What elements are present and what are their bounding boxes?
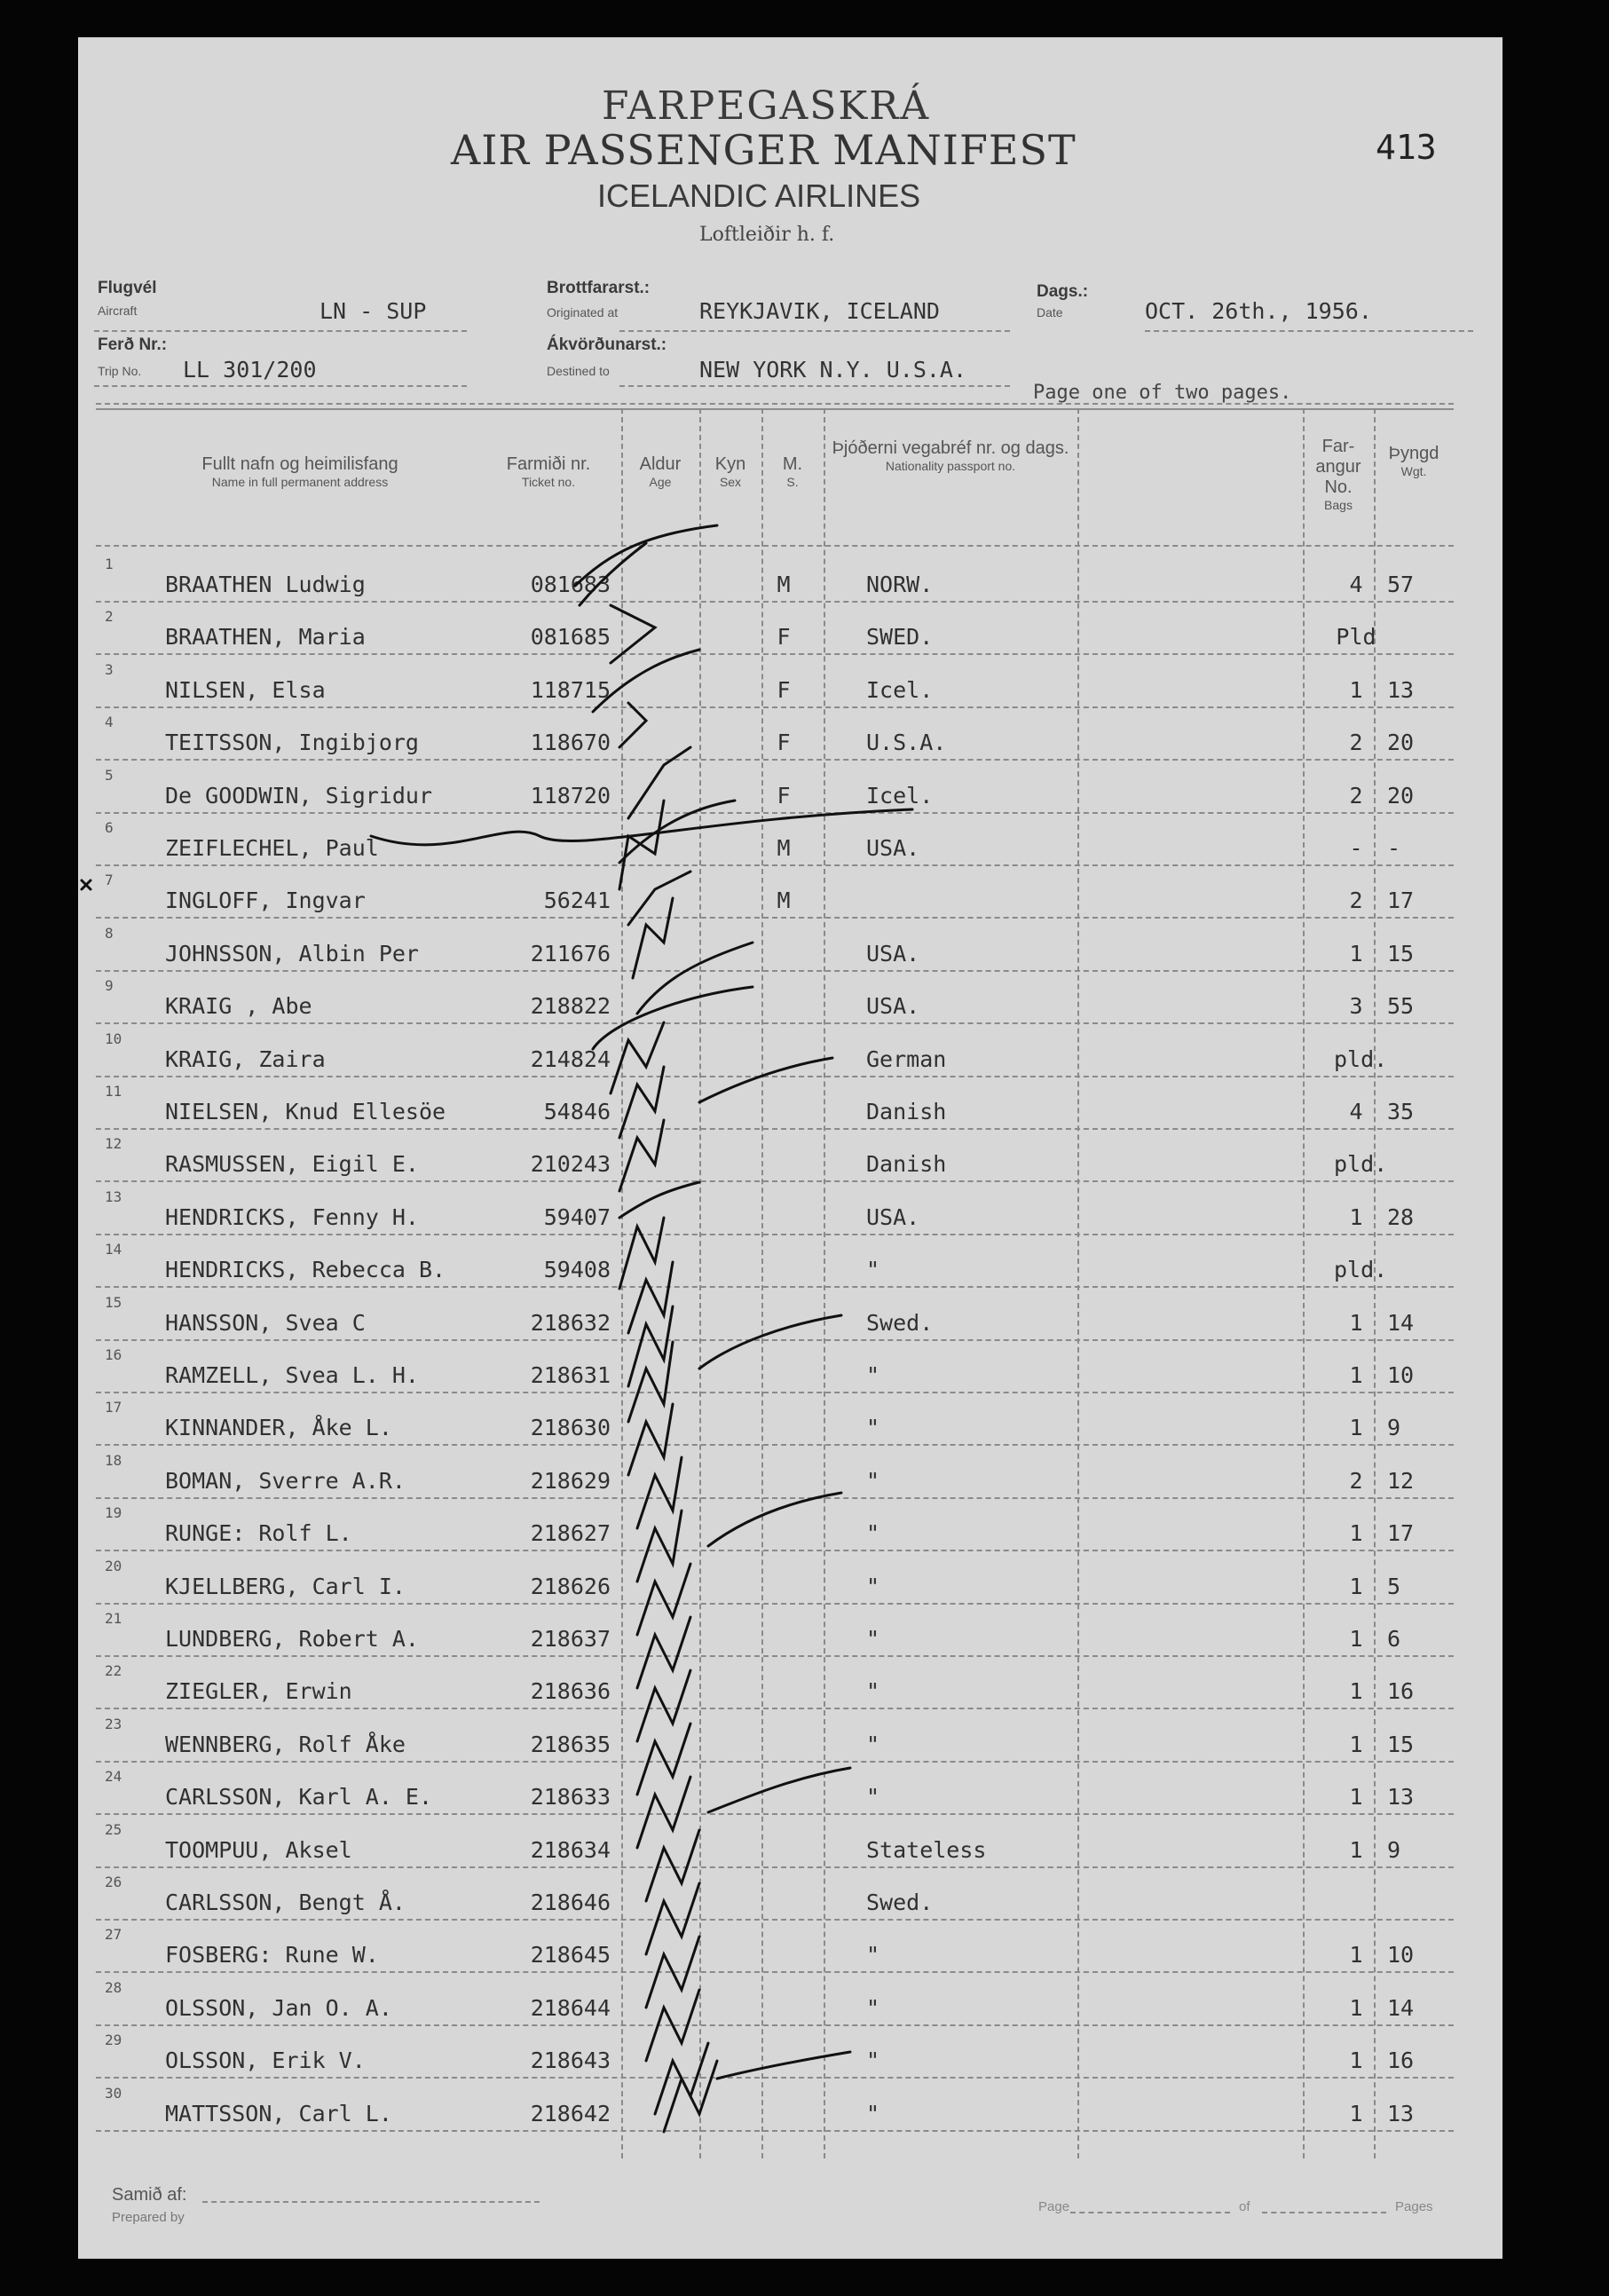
passenger-nationality: Danish [866,1151,947,1178]
ticket-number: 56241 [543,888,611,914]
passenger-name: KRAIG , Abe [165,993,312,1020]
passenger-name: OLSSON, Erik V. [165,2047,366,2074]
passenger-name: INGLOFF, Ingvar [165,888,366,914]
bag-weight: 9 [1387,1836,1401,1863]
bag-weight: 10 [1387,1942,1415,1969]
ticket-number: 59407 [543,1203,611,1230]
col-header-age: Aldur Age [639,454,682,489]
row-number: 25 [105,1820,122,1838]
passenger-nationality: " [866,1626,880,1652]
bag-weight: 6 [1387,1626,1401,1652]
bag-weight: 16 [1387,2047,1415,2074]
title-english: AIR PASSENGER MANIFEST [451,126,1077,174]
passenger-nationality: Swed. [866,1890,934,1915]
bag-count: 2 [1349,730,1363,756]
page-number: 413 [1376,128,1437,167]
airline-name: ICELANDIC AIRLINES [597,178,921,214]
ticket-number: 218631 [530,1362,611,1388]
passenger-name: HANSSON, Svea C [165,1309,366,1336]
aircraft-label-en: Aircraft [98,304,138,318]
destination-label: Ákvörðunarst.: [547,335,667,354]
col-header-name: Fullt nafn og heimilisfang Name in full permanent address [201,454,398,489]
bag-weight: 12 [1387,1467,1415,1494]
ticket-number: 218627 [530,1520,611,1547]
origin-value: REYKJAVIK, ICELAND [699,298,940,324]
passenger-nationality: " [866,1520,880,1547]
ticket-number: 218645 [530,1942,611,1969]
col-header-marital: M. S. [782,454,803,489]
passenger-name: KINNANDER, Åke L. [165,1415,392,1441]
row-number: 28 [105,1978,122,1996]
footer-of-label: of [1239,2199,1250,2214]
bag-weight: 13 [1387,2100,1415,2126]
footer-pages-label: Pages [1395,2199,1433,2214]
ticket-number: 218644 [530,1994,611,2021]
passenger-nationality: " [866,1257,880,1283]
bag-weight: 57 [1387,572,1415,597]
passenger-nationality: Icel. [866,676,934,703]
passenger-name: NILSEN, Elsa [165,676,326,703]
ticket-number: 218630 [530,1415,611,1441]
ticket-number: 081683 [530,572,611,597]
col-header-sex: Kyn Sex [714,454,746,489]
bag-count: Pld [1336,624,1376,651]
bag-weight: 15 [1387,940,1415,967]
passenger-name: CARLSSON, Karl A. E. [165,1784,433,1811]
bag-weight: 17 [1387,888,1415,914]
passenger-nationality: USA. [866,993,920,1020]
bag-count: 1 [1349,1309,1363,1336]
bag-count: 1 [1349,1203,1363,1230]
col-header-ticket: Farmiði nr. Ticket no. [506,454,591,489]
row-number: 9 [105,977,114,995]
row-number: 1 [105,556,114,572]
destination-value: NEW YORK N.Y. U.S.A. [699,357,967,383]
bag-count: 1 [1349,1415,1363,1441]
date-value: OCT. 26th., 1956. [1145,298,1372,324]
ticket-number: 118670 [530,730,611,756]
passenger-name: De GOODWIN, Sigridur [165,782,433,809]
bag-count: pld. [1334,1045,1388,1072]
passenger-sex: M [777,888,791,914]
passenger-name: HENDRICKS, Rebecca B. [165,1257,446,1283]
passenger-nationality: " [866,1467,880,1494]
row-number: 4 [105,714,114,731]
passenger-name: RAMZELL, Svea L. H. [165,1362,419,1388]
origin-label-en: Originated at [547,305,619,320]
passenger-name: OLSSON, Jan O. A. [165,1994,392,2021]
aircraft-label: Flugvél [98,279,157,297]
bag-weight: 9 [1387,1415,1401,1441]
bag-weight: 14 [1387,1309,1415,1336]
passenger-name: ZEIFLECHEL, Paul [165,835,379,861]
bag-weight: 35 [1387,1099,1415,1124]
title-icelandic: FARPEGASKRÁ [602,83,931,129]
passenger-nationality: " [866,1731,880,1757]
ticket-number: 118715 [530,676,611,703]
row-number: 8 [105,924,114,942]
passenger-sex: F [777,730,791,756]
passenger-name: KJELLBERG, Carl I. [165,1573,406,1599]
bag-count: 1 [1349,1520,1363,1547]
date-label-en: Date [1037,305,1063,320]
row-number: 18 [105,1451,122,1469]
row-number: 21 [105,1610,122,1627]
origin-label: Brottfararst.: [547,279,651,297]
ticket-number: 218636 [530,1678,611,1705]
passenger-sex: M [777,835,791,861]
row-number: 14 [105,1241,122,1258]
passenger-name: RASMUSSEN, Eigil E. [165,1151,419,1178]
passenger-nationality: " [866,1942,880,1969]
passenger-name: WENNBERG, Rolf Åke [165,1731,406,1757]
destination-label-en: Destined to [547,364,610,378]
ticket-number: 218635 [530,1731,611,1757]
page-note: Page one of two pages. [1033,382,1292,404]
bag-weight: 55 [1387,993,1415,1020]
bag-weight: 13 [1387,676,1415,703]
col-header-weight: Þyngd Wgt. [1388,444,1439,478]
row-number: 11 [105,1083,122,1100]
ticket-number: 118720 [530,782,611,809]
ticket-number: 218643 [530,2047,611,2074]
passenger-nationality: USA. [866,1203,920,1230]
passenger-nationality: " [866,1678,880,1705]
ticket-number: 210243 [530,1151,611,1178]
trip-value: LL 301/200 [183,357,317,383]
bag-count: 1 [1349,1678,1363,1705]
passenger-name: JOHNSSON, Albin Per [165,940,419,967]
passenger-sex: M [777,572,791,597]
date-label: Dags.: [1037,282,1089,301]
ticket-number: 218629 [530,1467,611,1494]
col-header-bags: Far-angur No. Bags [1315,437,1361,512]
bag-count: 1 [1349,1836,1363,1863]
ticket-number: 218642 [530,2100,611,2126]
bag-weight: 5 [1387,1573,1401,1599]
bag-weight: 28 [1387,1203,1415,1230]
bag-count: 3 [1349,993,1363,1020]
bag-count: 1 [1349,1626,1363,1652]
passenger-nationality: " [866,1362,880,1388]
manifest-sheet [78,37,1503,2259]
passenger-name: TEITSSON, Ingibjorg [165,730,419,756]
row-number: 15 [105,1293,122,1311]
bag-weight: 15 [1387,1731,1415,1757]
passenger-nationality: " [866,1573,880,1599]
passenger-name: BRAATHEN Ludwig [165,572,366,597]
bag-count: pld. [1334,1257,1388,1283]
passenger-sex: F [777,782,791,809]
row-number: 6 [105,819,114,836]
row-number: 30 [105,2084,122,2102]
passenger-sex: F [777,624,791,651]
passenger-nationality: " [866,1784,880,1811]
row-number: 16 [105,1346,122,1363]
bag-weight: 16 [1387,1678,1415,1705]
trip-label: Ferð Nr.: [98,335,168,354]
row-number: 13 [105,1187,122,1205]
trip-label-en: Trip No. [98,364,142,378]
row-number: 19 [105,1504,122,1522]
ticket-number: 214824 [530,1045,611,1072]
row-number: 20 [105,1557,122,1574]
bag-weight: 20 [1387,730,1415,756]
aircraft-value: LN - SUP [319,298,427,324]
row-number: 3 [105,660,114,678]
passenger-nationality: SWED. [866,624,934,651]
passenger-name: TOOMPUU, Aksel [165,1836,352,1863]
passenger-name: BOMAN, Sverre A.R. [165,1467,406,1494]
ticket-number: 59408 [543,1257,611,1283]
passenger-nationality: Stateless [866,1836,987,1863]
bag-weight: - [1387,835,1401,861]
row-number: 17 [105,1399,122,1416]
row-number: 27 [105,1926,122,1944]
passenger-name: MATTSSON, Carl L. [165,2100,392,2126]
ticket-number: 218637 [530,1626,611,1652]
passenger-nationality: USA. [866,835,920,861]
passenger-nationality: " [866,1415,880,1441]
bag-count: 2 [1349,888,1363,914]
bag-count: 1 [1349,1784,1363,1811]
bag-count: pld. [1334,1151,1388,1178]
bag-weight: 13 [1387,1784,1415,1811]
bag-weight: 10 [1387,1362,1415,1388]
bag-count: 2 [1349,782,1363,809]
col-header-nationality: Þjóðerni vegabréf nr. og dags. Nationality passport no. [832,438,1069,473]
row-number: 23 [105,1715,122,1732]
passenger-nationality: NORW. [866,572,934,597]
footer-page-label: Page [1038,2199,1070,2214]
passenger-name: KRAIG, Zaira [165,1045,326,1072]
bag-count: 1 [1349,1994,1363,2021]
passenger-nationality: Swed. [866,1309,934,1336]
bag-count: 4 [1349,1099,1363,1124]
passenger-nationality: U.S.A. [866,730,947,756]
row-number: 29 [105,2032,122,2049]
bag-count: 1 [1349,940,1363,967]
passenger-nationality: " [866,2047,880,2074]
passenger-name: RUNGE: Rolf L. [165,1520,352,1547]
passenger-nationality: " [866,1994,880,2021]
bag-count: 1 [1349,1731,1363,1757]
prepared-by-label: Samið af: [112,2185,187,2205]
passenger-nationality: USA. [866,940,920,967]
bag-count: 4 [1349,572,1363,597]
bag-count: 1 [1349,1942,1363,1969]
row-number: 7 [105,872,114,889]
ticket-number: 218633 [530,1784,611,1811]
bag-count: 1 [1349,2047,1363,2074]
row-number: 26 [105,1874,122,1890]
row-number: 5 [105,766,114,784]
passenger-name: LUNDBERG, Robert A. [165,1626,419,1652]
ticket-number: 218634 [530,1836,611,1863]
passenger-nationality: Danish [866,1099,947,1124]
ticket-number: 218626 [530,1573,611,1599]
bag-weight: 14 [1387,1994,1415,2021]
ticket-number: 211676 [530,940,611,967]
passenger-sex: F [777,676,791,703]
passenger-name: NIELSEN, Knud Ellesöe [165,1099,446,1124]
row-number: 2 [105,608,114,626]
passenger-name: FOSBERG: Rune W. [165,1942,379,1969]
bag-weight: 20 [1387,782,1415,809]
row-number: 22 [105,1662,122,1680]
passenger-nationality: Icel. [866,782,934,809]
bag-count: 1 [1349,1362,1363,1388]
handwritten-check-marks [78,37,1503,2259]
passenger-nationality: " [866,2100,880,2126]
passenger-name: ZIEGLER, Erwin [165,1678,352,1705]
bag-count: 1 [1349,676,1363,703]
passenger-name: CARLSSON, Bengt Å. [165,1890,406,1915]
airline-subtitle: Loftleiðir h. f. [699,224,835,246]
bag-count: 1 [1349,2100,1363,2126]
bag-count: 1 [1349,1573,1363,1599]
ticket-number: 081685 [530,624,611,651]
passenger-name: HENDRICKS, Fenny H. [165,1203,419,1230]
row-number: 24 [105,1768,122,1786]
bag-count: - [1349,835,1363,861]
bag-weight: 17 [1387,1520,1415,1547]
ticket-number: 218646 [530,1890,611,1915]
row-number: 12 [105,1135,122,1153]
ticket-number: 218632 [530,1309,611,1336]
passenger-name: BRAATHEN, Maria [165,624,366,651]
ticket-number: 54846 [543,1099,611,1124]
row-number: 10 [105,1030,122,1047]
ticket-number: 218822 [530,993,611,1020]
passenger-nationality: German [866,1045,947,1072]
bag-count: 2 [1349,1467,1363,1494]
prepared-by-label-en: Prepared by [112,2210,185,2225]
